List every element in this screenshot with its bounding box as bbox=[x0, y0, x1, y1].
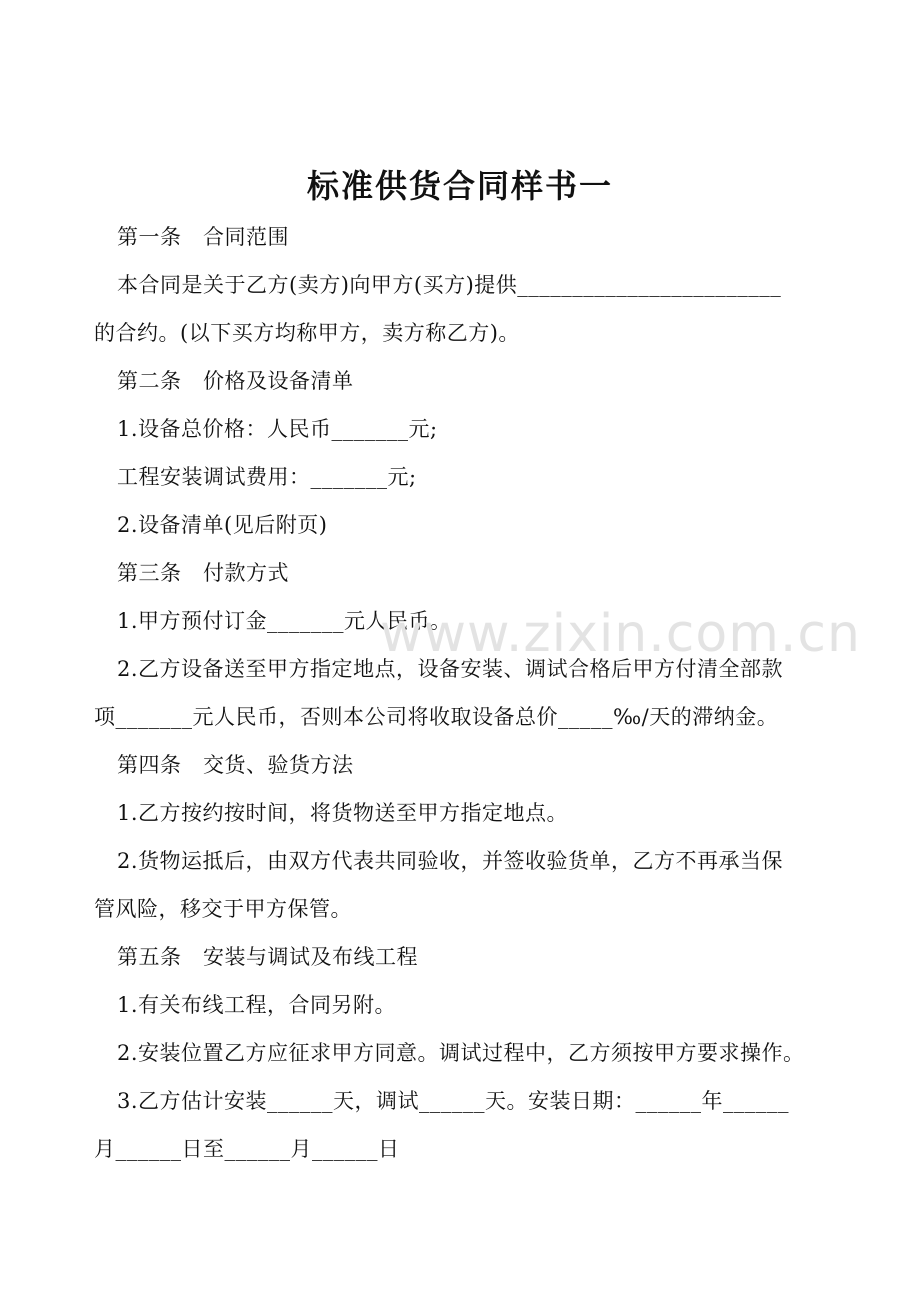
article-4-heading: 第四条 交货、验货方法 bbox=[117, 753, 354, 777]
article-1-text-line-1: 本合同是关于乙方(卖方)向甲方(买方)提供________________________ bbox=[117, 273, 782, 297]
article-5-item-2: 2.安装位置乙方应征求甲方同意。调试过程中，乙方须按甲方要求操作。 bbox=[117, 1041, 805, 1065]
article-5-item-3-line-1: 3.乙方估计安装______天，调试______天。安装日期：______年______ bbox=[117, 1089, 790, 1113]
article-4-item-2-line-2: 管风险，移交于甲方保管。 bbox=[94, 897, 352, 921]
document-title: 标准供货合同样书一 bbox=[306, 167, 613, 205]
article-5-item-3-line-2: 月______日至______月______日 bbox=[94, 1137, 400, 1161]
article-3-heading: 第三条 付款方式 bbox=[117, 561, 290, 585]
watermark: www.zixin.com.cn bbox=[380, 604, 861, 664]
article-1-heading: 第一条 合同范围 bbox=[117, 225, 290, 249]
article-3-item-2-line-1: 2.乙方设备送至甲方指定地点，设备安装、调试合格后甲方付清全部款 bbox=[117, 657, 784, 681]
article-5-heading: 第五条 安装与调试及布线工程 bbox=[117, 945, 419, 969]
article-5-item-1: 1.有关布线工程，合同另附。 bbox=[117, 993, 397, 1017]
article-2-install-fee: 工程安装调试费用：_______元; bbox=[117, 465, 417, 489]
article-2-item-1: 1.设备总价格：人民币_______元; bbox=[117, 417, 438, 441]
article-1-text-line-2: 的合约。(以下买方均称甲方，卖方称乙方)。 bbox=[94, 321, 520, 345]
article-2-heading: 第二条 价格及设备清单 bbox=[117, 369, 354, 393]
article-3-item-1: 1.甲方预付订金_______元人民币。 bbox=[117, 609, 452, 633]
article-2-item-2: 2.设备清单(见后附页) bbox=[117, 513, 328, 537]
article-4-item-1: 1.乙方按约按时间，将货物送至甲方指定地点。 bbox=[117, 801, 569, 825]
article-3-item-2-line-2: 项_______元人民币，否则本公司将收取设备总价_____‰/天的滞纳金。 bbox=[94, 705, 779, 729]
article-4-item-2-line-1: 2.货物运抵后，由双方代表共同验收，并签收验货单，乙方不再承当保 bbox=[117, 849, 784, 873]
